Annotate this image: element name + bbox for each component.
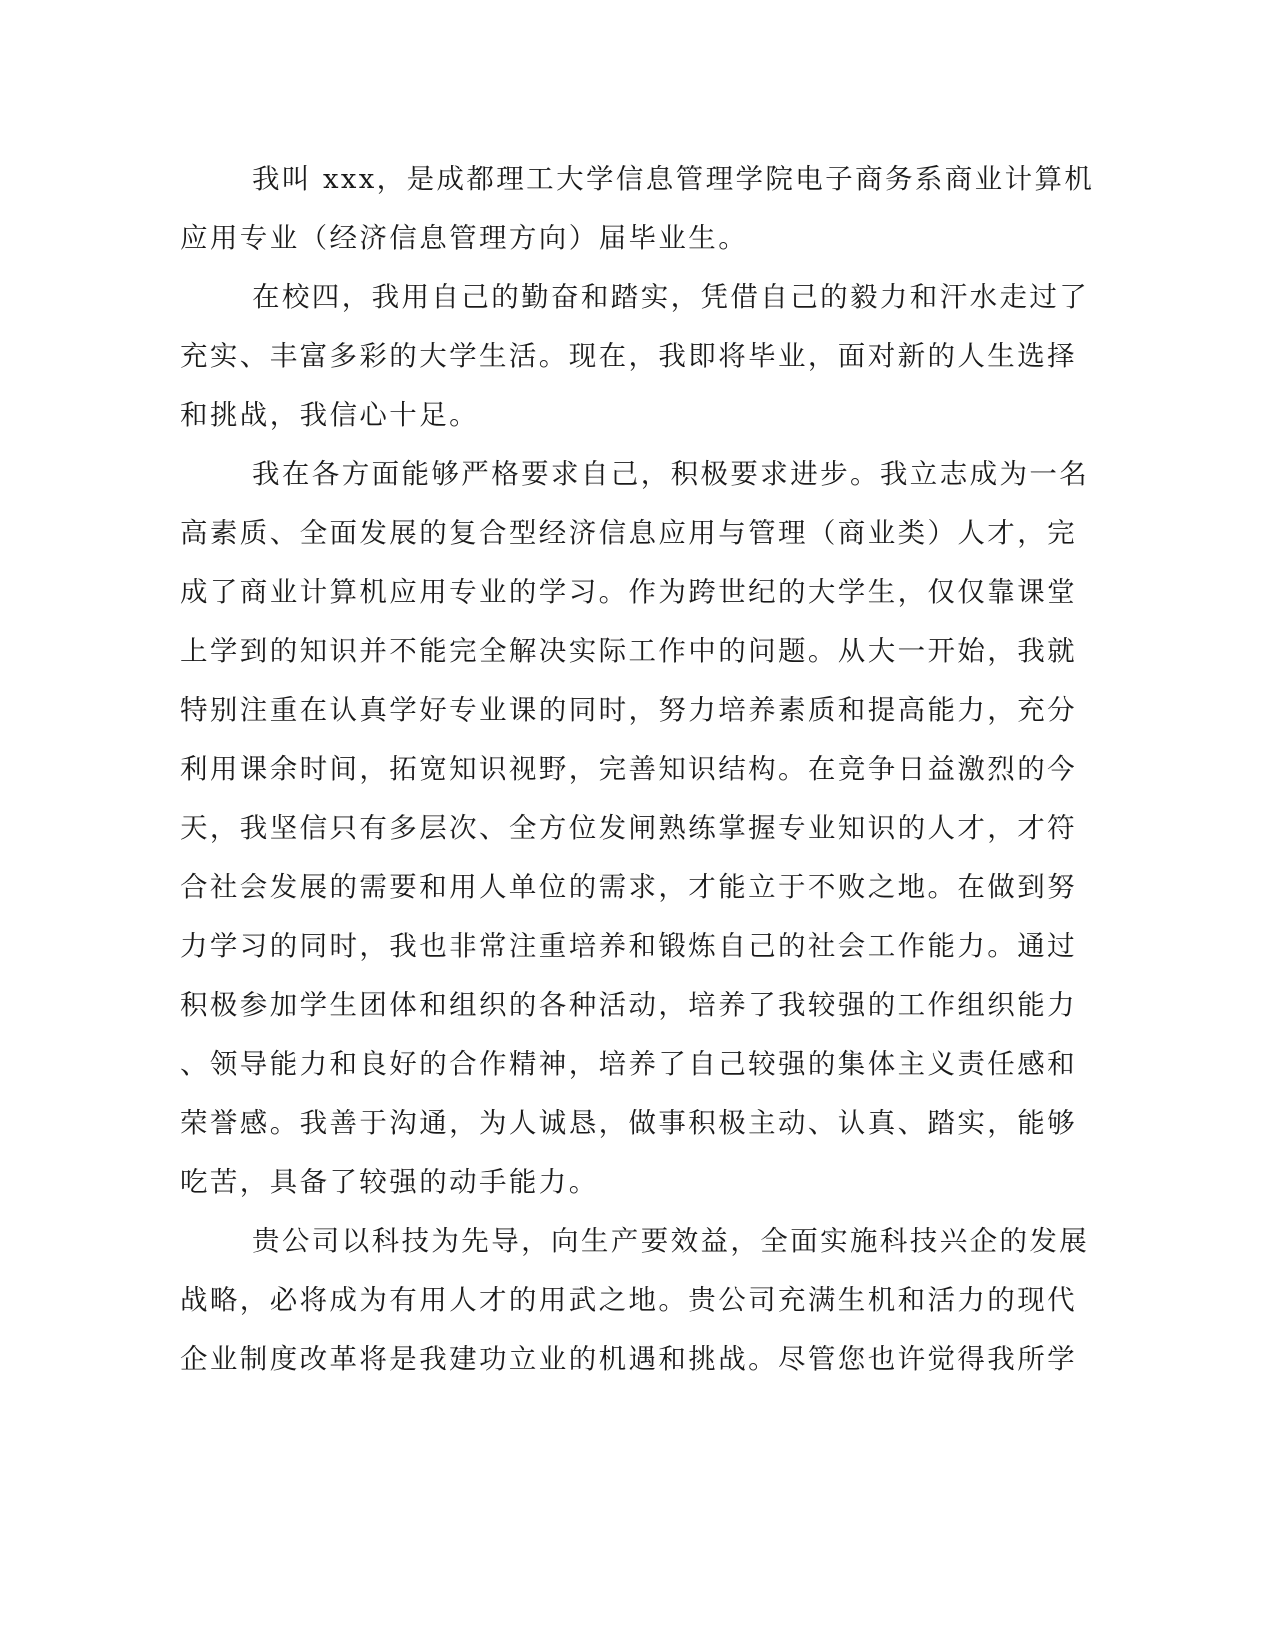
text-line: 贵公司以科技为先导，向生产要效益，全面实施科技兴企的发展	[252, 1225, 1090, 1257]
text-line: 应用专业（经济信息管理方向）届毕业生。	[180, 222, 749, 254]
text-line: 和挑战，我信心十足。	[180, 399, 479, 431]
text-line: 力学习的同时，我也非常注重培养和锻炼自己的社会工作能力。通过	[180, 930, 1077, 962]
paragraph-self-assessment	[180, 445, 1090, 1212]
text-line: 充实、丰富多彩的大学生活。现在，我即将毕业，面对新的人生选择	[180, 340, 1077, 372]
text-line: 、领导能力和良好的合作精神，培养了自己较强的集体主义责任感和	[180, 1048, 1077, 1080]
text-line: 荣誉感。我善于沟通，为人诚恳，做事积极主动、认真、踏实，能够	[180, 1107, 1077, 1139]
text-line: 特别注重在认真学好专业课的同时，努力培养素质和提高能力，充分	[180, 694, 1077, 726]
text-line: 我在各方面能够严格要求自己，积极要求进步。我立志成为一名	[252, 458, 1090, 490]
text-line: 成了商业计算机应用专业的学习。作为跨世纪的大学生，仅仅靠课堂	[180, 576, 1077, 608]
paragraph-company	[180, 1212, 1090, 1389]
text-line: 合社会发展的需要和用人单位的需求，才能立于不败之地。在做到努	[180, 871, 1077, 903]
paragraph-introduction	[180, 150, 1095, 268]
text-line: 高素质、全面发展的复合型经济信息应用与管理（商业类）人才，完	[180, 517, 1077, 549]
letter-body	[180, 150, 1095, 1389]
text-line: 在校四，我用自己的勤奋和踏实，凭借自己的毅力和汗水走过了	[252, 281, 1090, 313]
text-line: 吃苦，具备了较强的动手能力。	[180, 1166, 599, 1198]
text-line: 企业制度改革将是我建功立业的机遇和挑战。尽管您也许觉得我所学	[180, 1343, 1077, 1375]
text-line: 天，我坚信只有多层次、全方位发闸熟练掌握专业知识的人才，才符	[180, 812, 1077, 844]
text-line: 我叫 xxx，是成都理工大学信息管理学院电子商务系商业计算机	[252, 163, 1095, 195]
text-line: 利用课余时间，拓宽知识视野，完善知识结构。在竞争日益激烈的今	[180, 753, 1077, 785]
text-line: 战略，必将成为有用人才的用武之地。贵公司充满生机和活力的现代	[180, 1284, 1077, 1316]
paragraph-college-life	[180, 268, 1090, 445]
text-line: 上学到的知识并不能完全解决实际工作中的问题。从大一开始，我就	[180, 635, 1077, 667]
text-line: 积极参加学生团体和组织的各种活动，培养了我较强的工作组织能力	[180, 989, 1077, 1021]
